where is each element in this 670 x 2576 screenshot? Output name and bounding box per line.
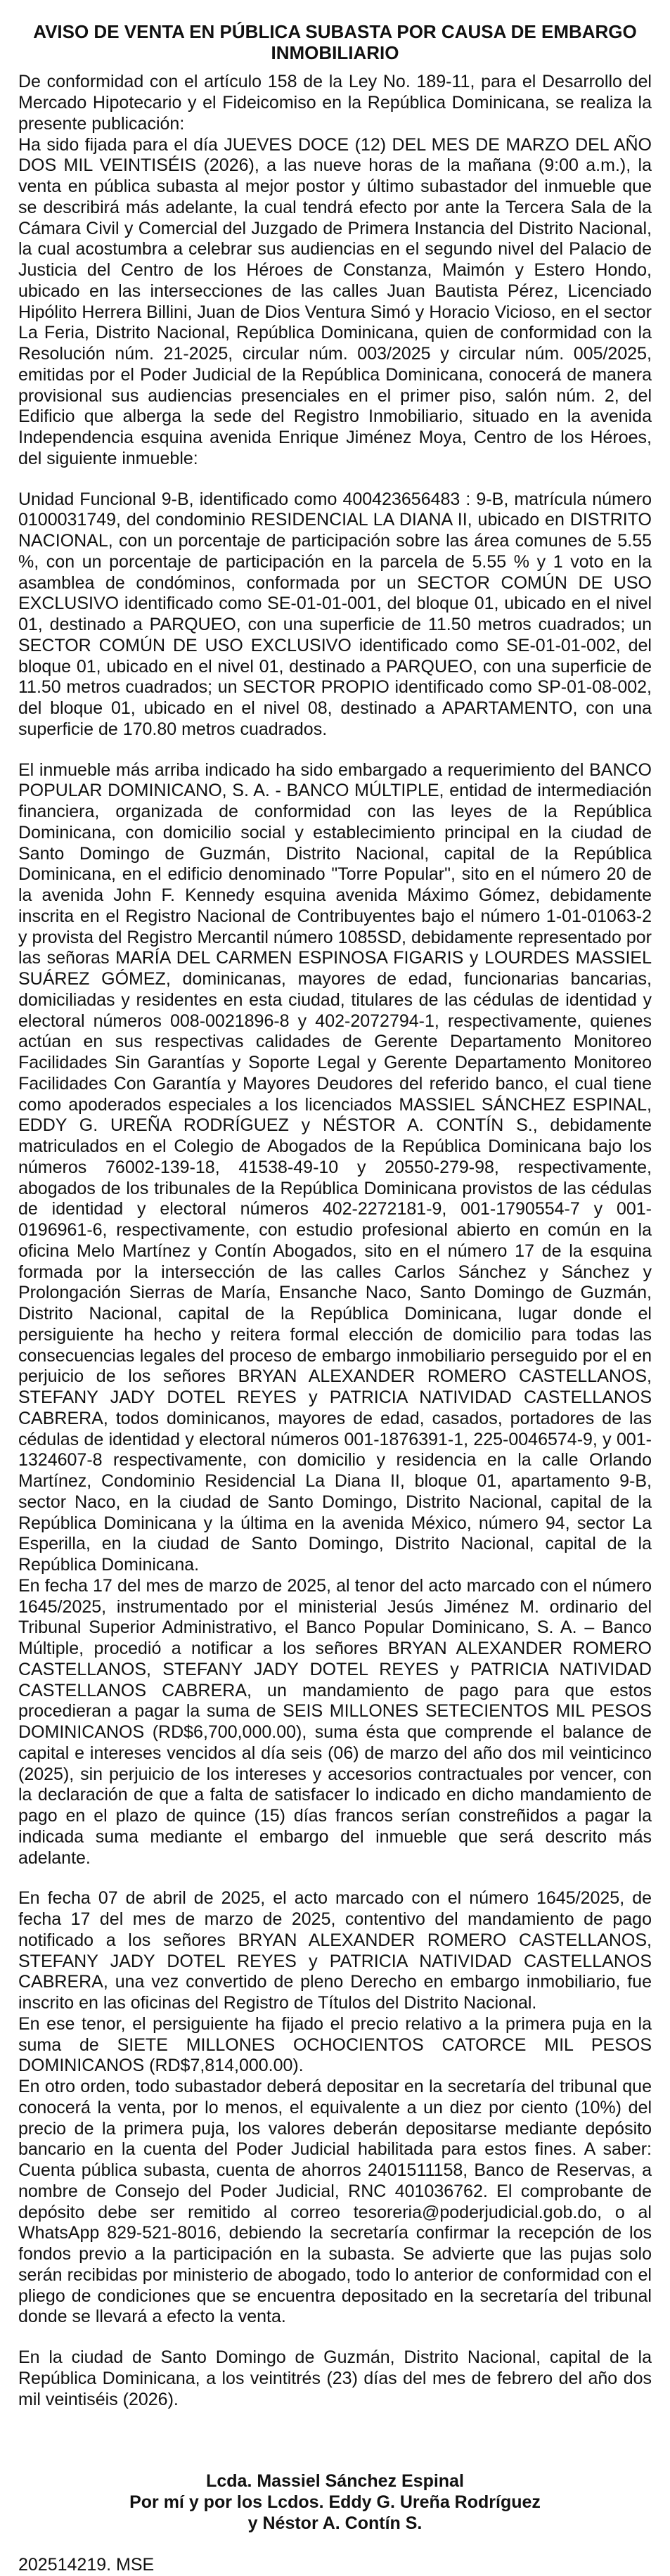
hearing-paragraph: Ha sido fijada para el día JUEVES DOCE (12) DEL MES DE MARZO DEL AÑO DOS MIL VEINTISÉIS (2026), a las nueve horas de la mañana (9:00 a.m.), la venta en pública subasta al mejor postor y último subastador del inmueble que se describirá más adelante, la cual tendrá efecto por ante la Tercera Sala de la Cámara Civil y Comercial del Juzgado de Primera Instancia del Distrito Nacional, la cual acostumbra a celebrar sus audiencias en el segundo nivel del Palacio de Justicia del Centro de los Héroes de Constanza, Maimón y Estero Hondo, ubicado en las intersecciones de las calles Juan Bautista Pérez, Licenciado Hipólito Herrera Billini, Juan de Dios Ventura Simó y Horacio Vicioso, en el sector La Feria, Distrito Nacional, República Dominicana, quien de conformidad con la Resolución núm. 21-2025, circular núm. 003/2025 y circular núm. 005/2025, emitidas por el Poder Judicial de la República Dominicana, conocerá de manera provisional sus audiencias presenciales en el primer piso, salón núm. 2, del Edificio que alberga la sede del Registro Inmobiliario, situado en la avenida Independencia esquina avenida Enrique Jiménez Moya, Centro de los Héroes, del siguiente inmueble: <box>18 134 652 468</box>
deposit-paragraph: En otro orden, todo subastador deberá depositar en la secretaría del tribunal que conocerá la venta, por lo menos, el equivalente a un diez por ciento (10%) del precio de la primera puja, los valores deberán depositarse mediante depósito bancario en la cuenta del Poder Judicial habilitada para estos fines. A saber: Cuenta pública subasta, cuenta de ahorros 2401511158, Banco de Reservas, a nombre de Consejo del Poder Judicial, RNC 401036762. El comprobante de depósito debe ser remitido al correo tesoreria@poderjudicial.gob.do, o al WhatsApp 829-521-8016, debiendo la secretaría confirmar la recepción de los fondos previo a la participación en la subasta. Se advierte que las pujas solo serán recibidas por ministerio de abogado, todo lo anterior de conformidad con el pliego de condiciones que se encuentra depositado en la secretaría del tribunal donde se llevará a efecto la venta. <box>18 2077 652 2327</box>
paragraph-spacer <box>18 2328 652 2347</box>
parties-paragraph: El inmueble más arriba indicado ha sido embargado a requerimiento del BANCO POPULAR DOMINICANO, S. A. - BANCO MÚLTIPLE, entidad de intermediación financiera, organizada de conformidad con las leyes de la República Dominicana, con domicilio social y establecimiento principal en la ciudad de Santo Domingo de Guzmán, Distrito Nacional, capital de la República Dominicana, en el edificio denominado "Torre Popular", sito en el número 20 de la avenida John F. Kennedy esquina avenida Máximo Gómez, debidamente inscrita en el Registro Nacional de Contribuyentes bajo el número 1-01-01063-2 y provista del Registro Mercantil número 1085SD, debidamente representado por las señoras MARÍA DEL CARMEN ESPINOSA FIGARIS y LOURDES MASSIEL SUÁREZ GÓMEZ, dominicanas, mayores de edad, funcionarias bancarias, domiciliadas y residentes en esta ciudad, titulares de las cédulas de identidad y electoral números 008-0021896-8 y 402-2072794-1, respectivamente, quienes actúan en sus respectivas calidades de Gerente Departamento Monitoreo Facilidades Sin Garantías y Soporte Legal y Gerente Departamento Monitoreo Facilidades Con Garantía y Mayores Deudores del referido banco, el cual tiene como apoderados especiales a los licenciados MASSIEL SÁNCHEZ ESPINAL, EDDY G. UREÑA RODRÍGUEZ y NÉSTOR A. CONTÍN S., debidamente matriculados en el Colegio de Abogados de la República Dominicana bajo los números 76002-139-18, 41538-49-10 y 20550-279-98, respectivamente, abogados de los tribunales de la República Dominicana provistos de las cédulas de identidad y electoral números 402-2272181-9, 001-1790554-7 y 001-0196961-6, respectivamente, con estudio profesional abierto en común en la oficina Melo Martínez y Contín Abogados, sito en el número 17 de la esquina formada por la intersección de las calles Carlos Sánchez y Sánchez y Prolongación Sierras de María, Ensanche Naco, Santo Domingo de Guzmán, Distrito Nacional, capital de la República Dominicana, lugar donde el persiguiente ha hecho y reitera formal elección de domicilio para todas las consecuencias legales del proceso de embargo inmobiliario perseguido por el en perjuicio de los señores BRYAN ALEXANDER ROMERO CASTELLANOS, STEFANY JADY DOTEL REYES y PATRICIA NATIVIDAD CASTELLANOS CABRERA, todos dominicanos, mayores de edad, casados, portadores de las cédulas de identidad y electoral números 001-1876391-1, 225-0046574-9, y 001-1324607-8 respectivamente, con domicilio y residencia en la calle Orlando Martínez, Condominio Residencial La Diana II, bloque 01, apartamento 9-B, sector Naco, en la ciudad de Santo Domingo, Distrito Nacional, capital de la República Dominicana y la última en la avenida México, número 94, sector La Esperilla, en la ciudad de Santo Domingo, Distrito Nacional, capital de la República Dominicana. <box>18 760 652 1575</box>
signature-on-behalf: Por mí y por los Lcdos. Eddy G. Ureña Rodríguez <box>129 2492 541 2513</box>
signature-block <box>18 2471 652 2534</box>
property-paragraph: Unidad Funcional 9-B, identificado como 400423656483 : 9-B, matrícula número 0100031749, del condominio RESIDENCIAL LA DIANA II, ubicado en DISTRITO NACIONAL, con un porcentaje de participación sobre las área comunes de 5.55 %, con un porcentaje de participación en la parcela de 5.55 % y 1 voto en la asamblea de condóminos, conformada por un SECTOR COMÚN DE USO EXCLUSIVO identificado como SE-01-01-001, del bloque 01, ubicado en el nivel 01, destinado a PARQUEO, con una superficie de 11.50 metros cuadrados; un SECTOR COMÚN DE USO EXCLUSIVO identificado como SE-01-01-002, del bloque 01, ubicado en el nivel 01, destinado a PARQUEO, con una superficie de 11.50 metros cuadrados; un SECTOR PROPIO identificado como SP-01-08-002, del bloque 01, ubicado en el nivel 08, destinado a APARTAMENTO, con una superficie de 170.80 metros cuadrados. <box>18 489 652 739</box>
signature-name: Lcda. Massiel Sánchez Espinal <box>206 2471 464 2492</box>
transcription-paragraph: En fecha 07 de abril de 2025, el acto marcado con el número 1645/2025, de fecha 17 del mes de marzo de 2025, contentivo del mandamiento de pago notificado a los señores BRYAN ALEXANDER ROMERO CASTELLANOS, STEFANY JADY DOTEL REYES y PATRICIA NATIVIDAD CASTELLANOS CABRERA, una vez convertido de pleno Derecho en embargo inmobiliario, fue inscrito en las oficinas del Registro de Títulos del Distrito Nacional. <box>18 1888 652 2013</box>
intro-paragraph: De conformidad con el artículo 158 de la Ley No. 189-11, para el Desarrollo del Mercado Hipotecario y el Fideicomiso en la República Dominicana, se realiza la presente publicación: <box>18 72 652 134</box>
price-paragraph: En ese tenor, el persiguiente ha fijado el precio relativo a la primera puja en la suma de SIETE MILLONES OCHOCIENTOS CATORCE MIL PESOS DOMINICANOS (RD$7,814,000.00). <box>18 2013 652 2076</box>
paragraph-spacer <box>18 470 652 489</box>
closing-paragraph: En la ciudad de Santo Domingo de Guzmán, Distrito Nacional, capital de la República Dominicana, a los veintitrés (23) días del mes de febrero del año dos mil veintiséis (2026). <box>18 2347 652 2409</box>
notice-title: AVISO DE VENTA EN PÚBLICA SUBASTA POR CAUSA DE EMBARGO INMOBILIARIO <box>33 21 637 64</box>
paragraph-spacer <box>18 741 652 760</box>
paragraph-spacer <box>18 1869 652 1888</box>
signature-co-counsel: y Néstor A. Contín S. <box>247 2513 423 2534</box>
mandate-paragraph: En fecha 17 del mes de marzo de 2025, al tenor del acto marcado con el número 1645/2025, instrumentado por el ministerial Jesús Jiménez M. ordinario del Tribunal Superior Administrativo, el Banco Popular Dominicano, S. A. – Banco Múltiple, procedió a notificar a los señores BRYAN ALEXANDER ROMERO CASTELLANOS, STEFANY JADY DOTEL REYES y PATRICIA NATIVIDAD CASTELLANOS CABRERA, un mandamiento de pago para que estos procedieran a pagar la suma de SEIS MILLONES SETECIENTOS MIL PESOS DOMINICANOS (RD$6,700,000.00), suma ésta que comprende el balance de capital e intereses vencidos al día seis (06) de marzo del año dos mil veinticinco (2025), sin perjuicio de los intereses y accesorios contractuales por vencer, con la declaración de que a falta de satisfacer lo indicado en dicho mandamiento de pago en el plazo de quince (15) días francos serían constreñidos a pagar la indicada suma mediante el embargo del inmueble que será descrito más adelante. <box>18 1575 652 1868</box>
reference-code: 202514219. MSE <box>18 2555 155 2575</box>
